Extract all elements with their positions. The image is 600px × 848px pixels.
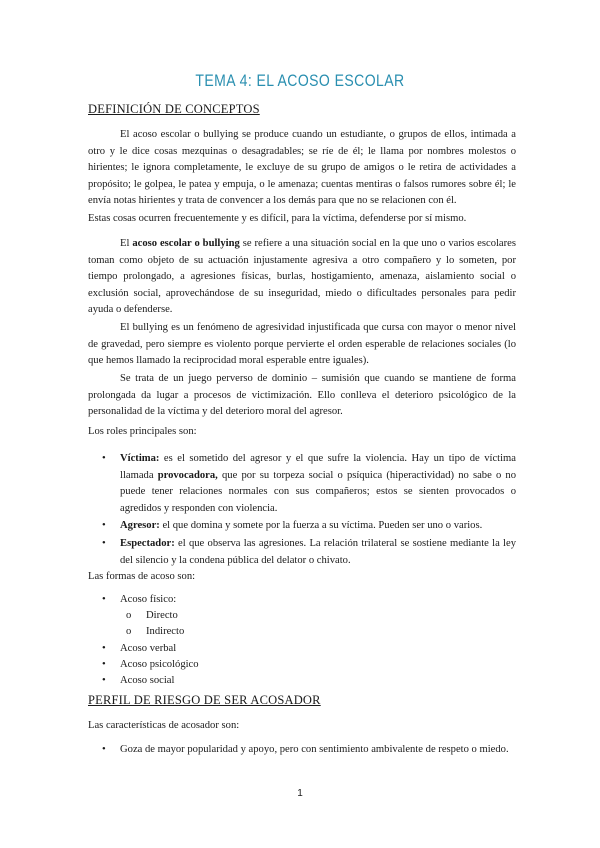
section-heading-risk-profile: PERFIL DE RIESGO DE SER ACOSADOR bbox=[88, 693, 321, 707]
bold-term-bullying: acoso escolar o bullying bbox=[132, 238, 240, 249]
forms-intro: Las formas de acoso son: bbox=[88, 571, 196, 582]
list-item-aggressor: • Agresor: el que domina y somete por la fuerza a su víctima. Pueden ser uno o varios. bbox=[88, 518, 516, 535]
bullet-icon: • bbox=[102, 642, 106, 654]
aggressor-traits-list bbox=[88, 742, 516, 760]
bullet-icon: • bbox=[102, 537, 106, 549]
list-item-verbal: • Acoso verbal bbox=[88, 641, 516, 657]
list-item-popularity: • Goza de mayor popularidad y apoyo, pero con sentimiento ambivalente de respeto o miedo. bbox=[88, 742, 516, 759]
forms-list bbox=[88, 592, 516, 689]
bullet-icon: • bbox=[102, 453, 106, 464]
circle-bullet-icon: o bbox=[126, 610, 132, 622]
section-heading-definitions: DEFINICIÓN DE CONCEPTOS bbox=[88, 102, 260, 116]
list-item-spectator: • Espectador: el que observa las agresiones. La relación trilateral se sostiene mediante la ley del silencio y la condena pública del delator o chivato. bbox=[102, 537, 516, 566]
roles-list bbox=[88, 451, 516, 570]
paragraph-definition: El acoso escolar o bullying se produce cuando un estudiante, o grupos de ellos, intimada a otro y le dice cosas mezquinas o desagradables; se ríe de él; le llama por nombres molestos o hirientes; le ignora completamente, le excluye de su grupo de amigos o le retira de actividades a propósito; le golpea, le patea y empuja, o le amenaza; cuentas mentiras o falsos rumores sobre él; le envía notas hirientes y trata de convencer a los demás para que no se relacionen con él. bbox=[88, 129, 516, 207]
circle-bullet-icon: o bbox=[126, 626, 132, 638]
physical-sublist bbox=[120, 608, 516, 640]
bullet-icon: • bbox=[102, 744, 106, 755]
bullet-icon: • bbox=[102, 520, 106, 532]
bullet-icon: • bbox=[102, 594, 106, 605]
document-title: TEMA 4: EL ACOSO ESCOLAR bbox=[195, 72, 405, 90]
list-item-psychological: • Acoso psicológico bbox=[88, 657, 516, 673]
paragraph-aggressiveness: El bullying es un fenómeno de agresividad injustificada que cursa con mayor o menor nivel de gravedad, pero siempre es violento porque pervierte el orden esperable de relaciones sociales (lo que hemos llamado la reciprocidad moral esperable entre iguales). bbox=[88, 322, 516, 367]
bullet-icon: • bbox=[102, 675, 106, 687]
bullet-icon: • bbox=[102, 658, 106, 670]
list-item-physical: • Acoso físico: o Directo o Indirecto bbox=[88, 592, 516, 641]
sublist-item-direct: o Directo bbox=[120, 608, 516, 624]
paragraph-domination: Se trata de un juego perverso de dominio – sumisión que cuando se mantiene de forma prolongada da lugar a procesos de victimización. Ello conlleva el deterioro psicológico de la personalidad de la víctima y del deterioro moral del agresor. bbox=[88, 373, 516, 418]
paragraph-difficulty: Estas cosas ocurren frecuentemente y es difícil, para la víctima, defenderse por sí mismo. bbox=[88, 213, 467, 224]
list-item-social: • Acoso social bbox=[88, 673, 516, 689]
roles-intro: Los roles principales son: bbox=[88, 426, 197, 437]
sublist-item-indirect: o Indirecto bbox=[120, 624, 516, 640]
aggressor-intro: Las características de acosador son: bbox=[88, 720, 240, 731]
paragraph-bullying-concept: El acoso escolar o bullying se refiere a una situación social en la que uno o varios escolares toman como objeto de su actuación injustamente agresiva a otro compañero y lo someten, por tiempo prolongado, a agresiones físicas, burlas, hostigamiento, amenaza, aislamiento social o exclusión social, aprovechándose de su inseguridad, miedo o dificultades personales para pedir ayuda o defenderse. bbox=[88, 238, 516, 316]
page-number: 1 bbox=[297, 788, 303, 799]
list-item-victim: • Víctima: es el sometido del agresor y el que sufre la violencia. Hay un tipo de víctima llamada provocadora, que por su torpeza social o psíquica (hiperactividad) no sabe o no puede tener relaciones normales con sus compañeros; estos se sienten provocados o agredidos y responden con violencia. bbox=[102, 453, 516, 514]
